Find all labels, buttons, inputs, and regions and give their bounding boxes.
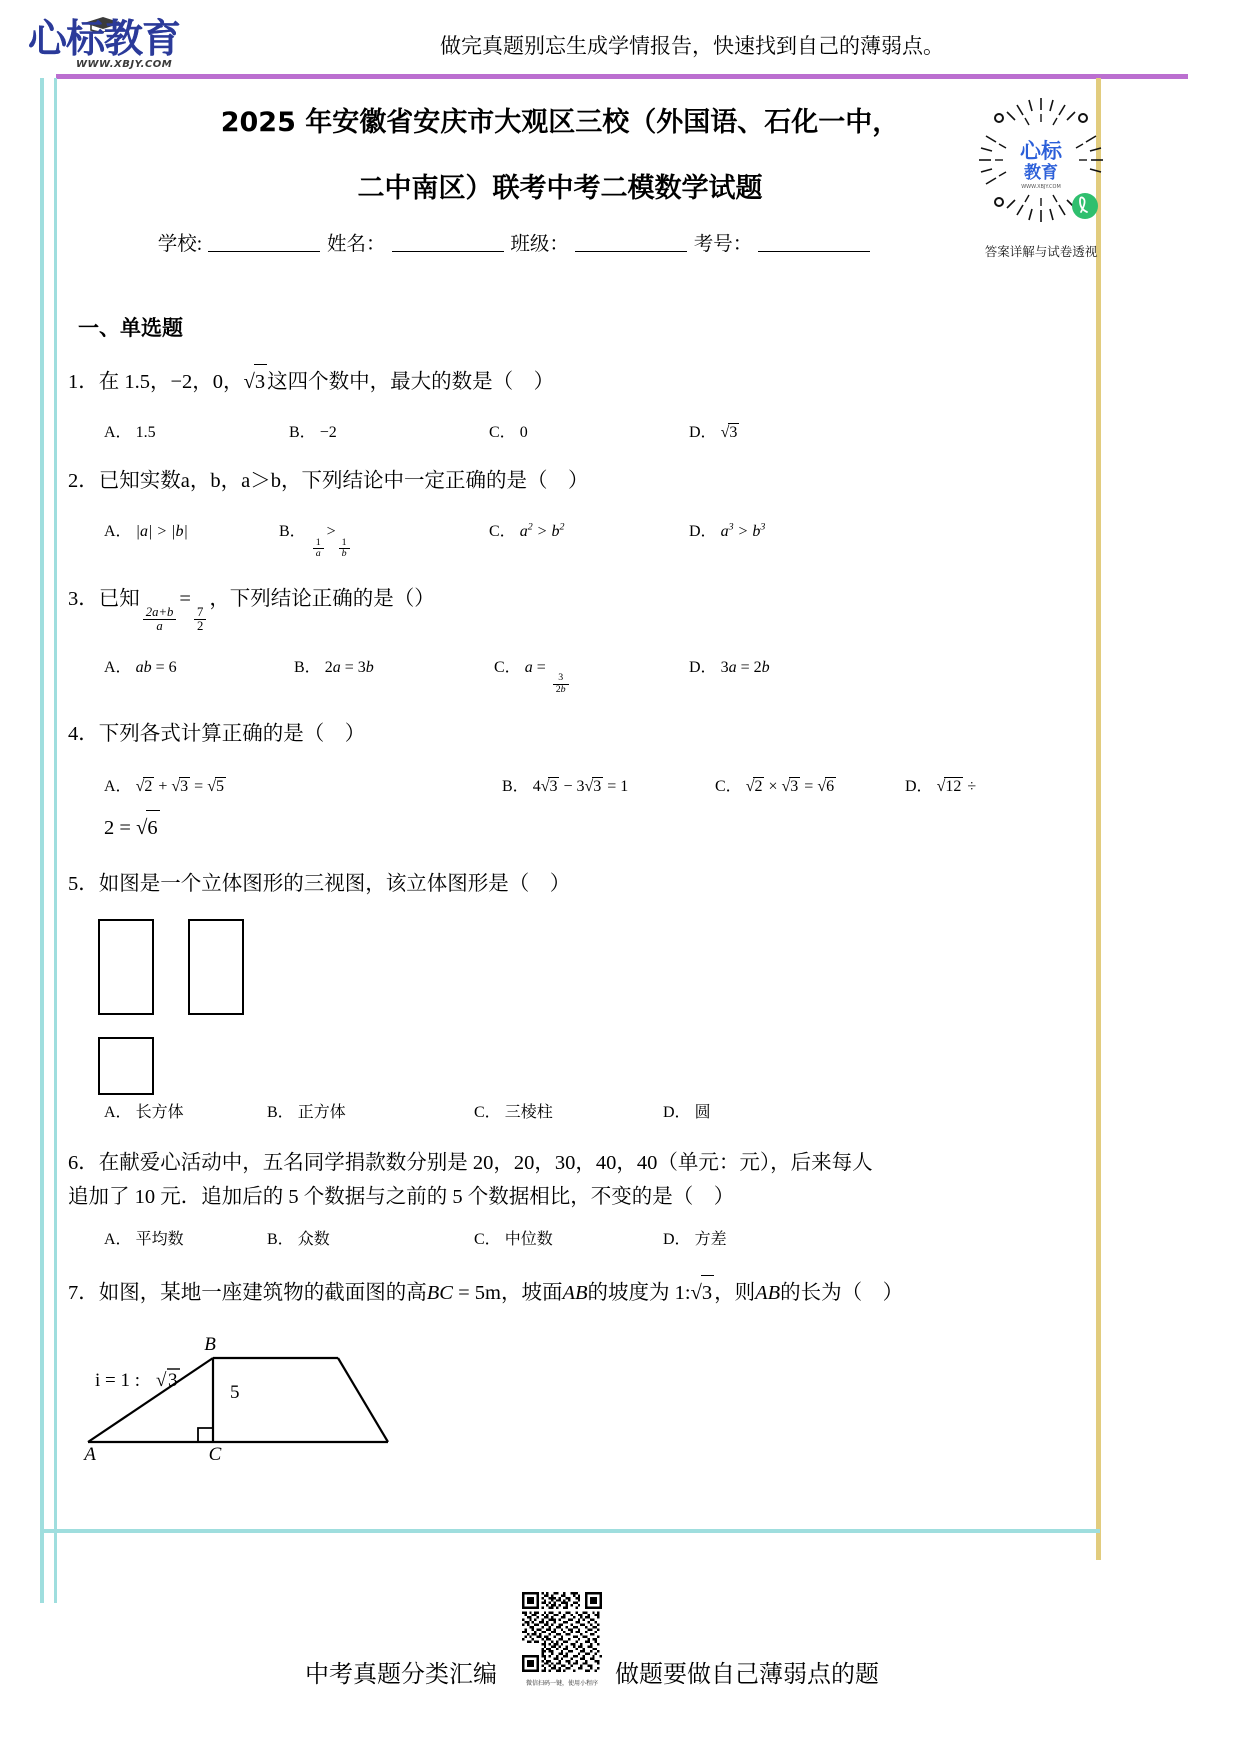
slope-trapezoid-figure (70, 1320, 1090, 1460)
option-4-C[interactable]: C． √2 × √3 = √6 (715, 778, 835, 796)
brand-logo-text: 心标教育 (28, 17, 181, 62)
exam-paper (60, 90, 1098, 1490)
student-info-line (60, 228, 1090, 256)
question-4-options (104, 773, 1090, 796)
question-1 (60, 364, 1090, 399)
section-heading: 一、单选题 (78, 316, 183, 340)
option-5-A[interactable]: A． 长方体 (104, 1104, 184, 1122)
top-banner (0, 0, 1240, 82)
question-3-options (104, 654, 1090, 696)
front-view-rectangle (98, 919, 154, 1015)
fraction-7-over-2: $\frac{7}{2}$ (194, 606, 206, 634)
frame-right-bar (1096, 78, 1101, 1560)
vertex-label-A: A (84, 1444, 96, 1461)
question-3-stem-suffix: ，下列结论正确的是（） (209, 587, 435, 610)
question-7-stem-a: 如图，某地一座建筑物的截面图的高 (98, 1282, 427, 1305)
question-3-stem-prefix: 已知 (98, 587, 140, 610)
option-6-C[interactable]: C． 中位数 (474, 1231, 553, 1249)
top-view-rectangle (98, 1037, 154, 1095)
footer-qr-icon (522, 1592, 602, 1672)
question-7-stem-i: 的长为（ ） (780, 1282, 904, 1305)
svg-text:i = 1 :: i = 1 : (95, 1370, 141, 1392)
sqrt-3-inline: √3 (244, 364, 268, 399)
option-5-B[interactable]: B． 正方体 (267, 1104, 346, 1122)
question-6-number: 6． (68, 1152, 99, 1175)
question-2 (60, 464, 1090, 498)
question-6-line1: 6．在献爱心活动中，五名同学捐款数分别是 20，20，30，40，40（单元：元），后来每人 (68, 1152, 873, 1175)
svg-text:教育: 教育 (1024, 163, 1058, 183)
option-3-A[interactable]: A． ab = 6 (104, 658, 177, 676)
question-7 (60, 1275, 1090, 1310)
qr-caption: 答案详解与试卷透视 (984, 244, 1098, 259)
class-input[interactable] (575, 251, 687, 252)
school-input[interactable] (208, 251, 320, 252)
question-3-number: 3． (68, 587, 99, 610)
option-1-A[interactable]: A． 1.5 (104, 424, 156, 441)
option-2-C[interactable]: C． $a^2 > b^2$ (489, 521, 565, 540)
option-4-A[interactable]: A． √2 + √3 = √5 (104, 778, 224, 796)
slope-ratio-label (95, 1369, 180, 1391)
question-7-number: 7． (68, 1282, 99, 1305)
footer-qr-block[interactable] (522, 1592, 602, 1687)
exam-title-line2: 二中南区）联考中考二模数学试题 (357, 173, 763, 204)
question-6-line2: 追加了 10 元．追加后的 5 个数据与之前的 5 个数据相比，不变的是（ ） (68, 1186, 735, 1209)
question-6 (60, 1146, 1090, 1214)
segment-ab-label-1: AB (562, 1282, 588, 1305)
question-2-options (104, 518, 1090, 560)
exam-no-label: 考号： (693, 234, 753, 255)
brand-logo (28, 16, 203, 74)
option-1-D[interactable]: D． √3 (689, 424, 738, 441)
qr-code-image[interactable] (977, 96, 1105, 224)
option-2-A[interactable]: A． |a| > |b| (104, 523, 188, 540)
frame-bottom-bar (40, 1529, 1100, 1533)
question-2-stem: 已知实数a，b，a＞b，下列结论中一定正确的是（ ） (98, 470, 589, 492)
option-5-D[interactable]: D． 圆 (663, 1104, 711, 1122)
svg-text:3: 3 (168, 1370, 178, 1392)
segment-ab-label-2: AB (755, 1282, 781, 1305)
svg-text:WWW.XBJY.COM: WWW.XBJY.COM (1021, 184, 1061, 190)
option-2-D[interactable]: D． $a^3 > b^3$ (689, 521, 766, 540)
vertex-label-C: C (208, 1444, 222, 1461)
option-4-B[interactable]: B． 4√3 − 3√3 = 1 (502, 778, 629, 796)
question-4-option-D-wrap: 2 = √6 (60, 810, 1090, 845)
question-5 (60, 867, 1090, 901)
school-label: 学校: (157, 234, 203, 255)
question-7-stem-g: ，则 (714, 1282, 756, 1305)
sqrt-3-option: √3 (720, 424, 738, 441)
question-6-options (104, 1226, 1090, 1249)
name-input[interactable] (392, 251, 504, 252)
height-value-label: 5 (230, 1382, 240, 1404)
option-4-D[interactable]: D． √12 ÷ (905, 778, 977, 796)
question-1-stem-c: 这四个数中，最大的数是（ ） (267, 371, 555, 393)
question-4-stem: 下列各式计算正确的是（ ） (98, 723, 366, 746)
page-footer (0, 1600, 1240, 1754)
svg-text:√: √ (156, 1370, 167, 1392)
class-label: 班级： (510, 234, 569, 255)
footer-qr-caption: 微信扫码一键，使用小程序 (525, 1680, 598, 1687)
question-5-stem: 如图是一个立体图形的三视图，该立体图形是（ ） (98, 873, 571, 896)
exam-no-input[interactable] (758, 251, 870, 252)
side-view-rectangle (188, 919, 244, 1015)
banner-slogan: 做完真题别忘生成学情报告，快速找到自己的薄弱点。 (440, 34, 944, 58)
page-title (60, 90, 1090, 222)
question-4-number: 4． (68, 723, 99, 746)
footer-left-text: 中考真题分类汇编 (305, 1660, 497, 1688)
equals-sign: = (179, 587, 191, 610)
question-3 (60, 582, 1090, 634)
option-6-D[interactable]: D． 方差 (663, 1231, 727, 1249)
frame-left-bar (40, 78, 44, 1603)
svg-text:心标: 心标 (1020, 139, 1062, 163)
frame-left-inner-bar (54, 78, 57, 1603)
answer-qr-block[interactable] (968, 96, 1114, 260)
option-5-C[interactable]: C． 三棱柱 (474, 1104, 553, 1122)
question-1-stem-a: 在 1.5，−2，0， (98, 371, 244, 393)
question-1-number: 1． (68, 371, 99, 393)
question-4 (60, 717, 1090, 751)
option-6-B[interactable]: B． 众数 (267, 1231, 330, 1249)
option-2-B[interactable]: B． $\frac{1}{a}$ > $\frac{1}{b}$ (279, 518, 489, 560)
qr-code-icon (977, 96, 1105, 224)
three-view-figure (82, 913, 1090, 1105)
vertex-label-B: B (204, 1334, 216, 1356)
footer-right-text: 做题要做自己薄弱点的题 (615, 1660, 879, 1688)
name-label: 姓名： (327, 234, 386, 255)
question-5-number: 5． (68, 873, 99, 896)
sqrt-3-slope: √3 (691, 1275, 715, 1310)
question-7-stem-c: = 5m，坡面 (452, 1282, 563, 1305)
option-3-C[interactable]: C． a = $\frac{3}{2b}$ (494, 654, 689, 696)
question-2-number: 2． (68, 470, 99, 492)
question-1-options (104, 419, 1090, 442)
brand-logo-url: WWW.XBJY.COM (76, 59, 173, 70)
segment-bc-label: BC (426, 1282, 453, 1305)
question-7-stem-e: 的坡度为 1: (587, 1282, 691, 1305)
option-6-A[interactable]: A． 平均数 (104, 1231, 184, 1249)
slope-trapezoid-svg (70, 1320, 490, 1460)
option-1-B[interactable]: B． −2 (289, 424, 337, 441)
option-3-B[interactable]: B． 2a = 3b (294, 658, 374, 676)
option-1-C[interactable]: C． 0 (489, 424, 528, 441)
fraction-2a-plus-b-over-a: $\frac{2a+b}{a}$ (143, 606, 177, 634)
option-3-D[interactable]: D． 3a = 2b (689, 658, 770, 676)
exam-title-line1: 2025 年安徽省安庆市大观区三校（外国语、石化一中， (220, 107, 900, 138)
